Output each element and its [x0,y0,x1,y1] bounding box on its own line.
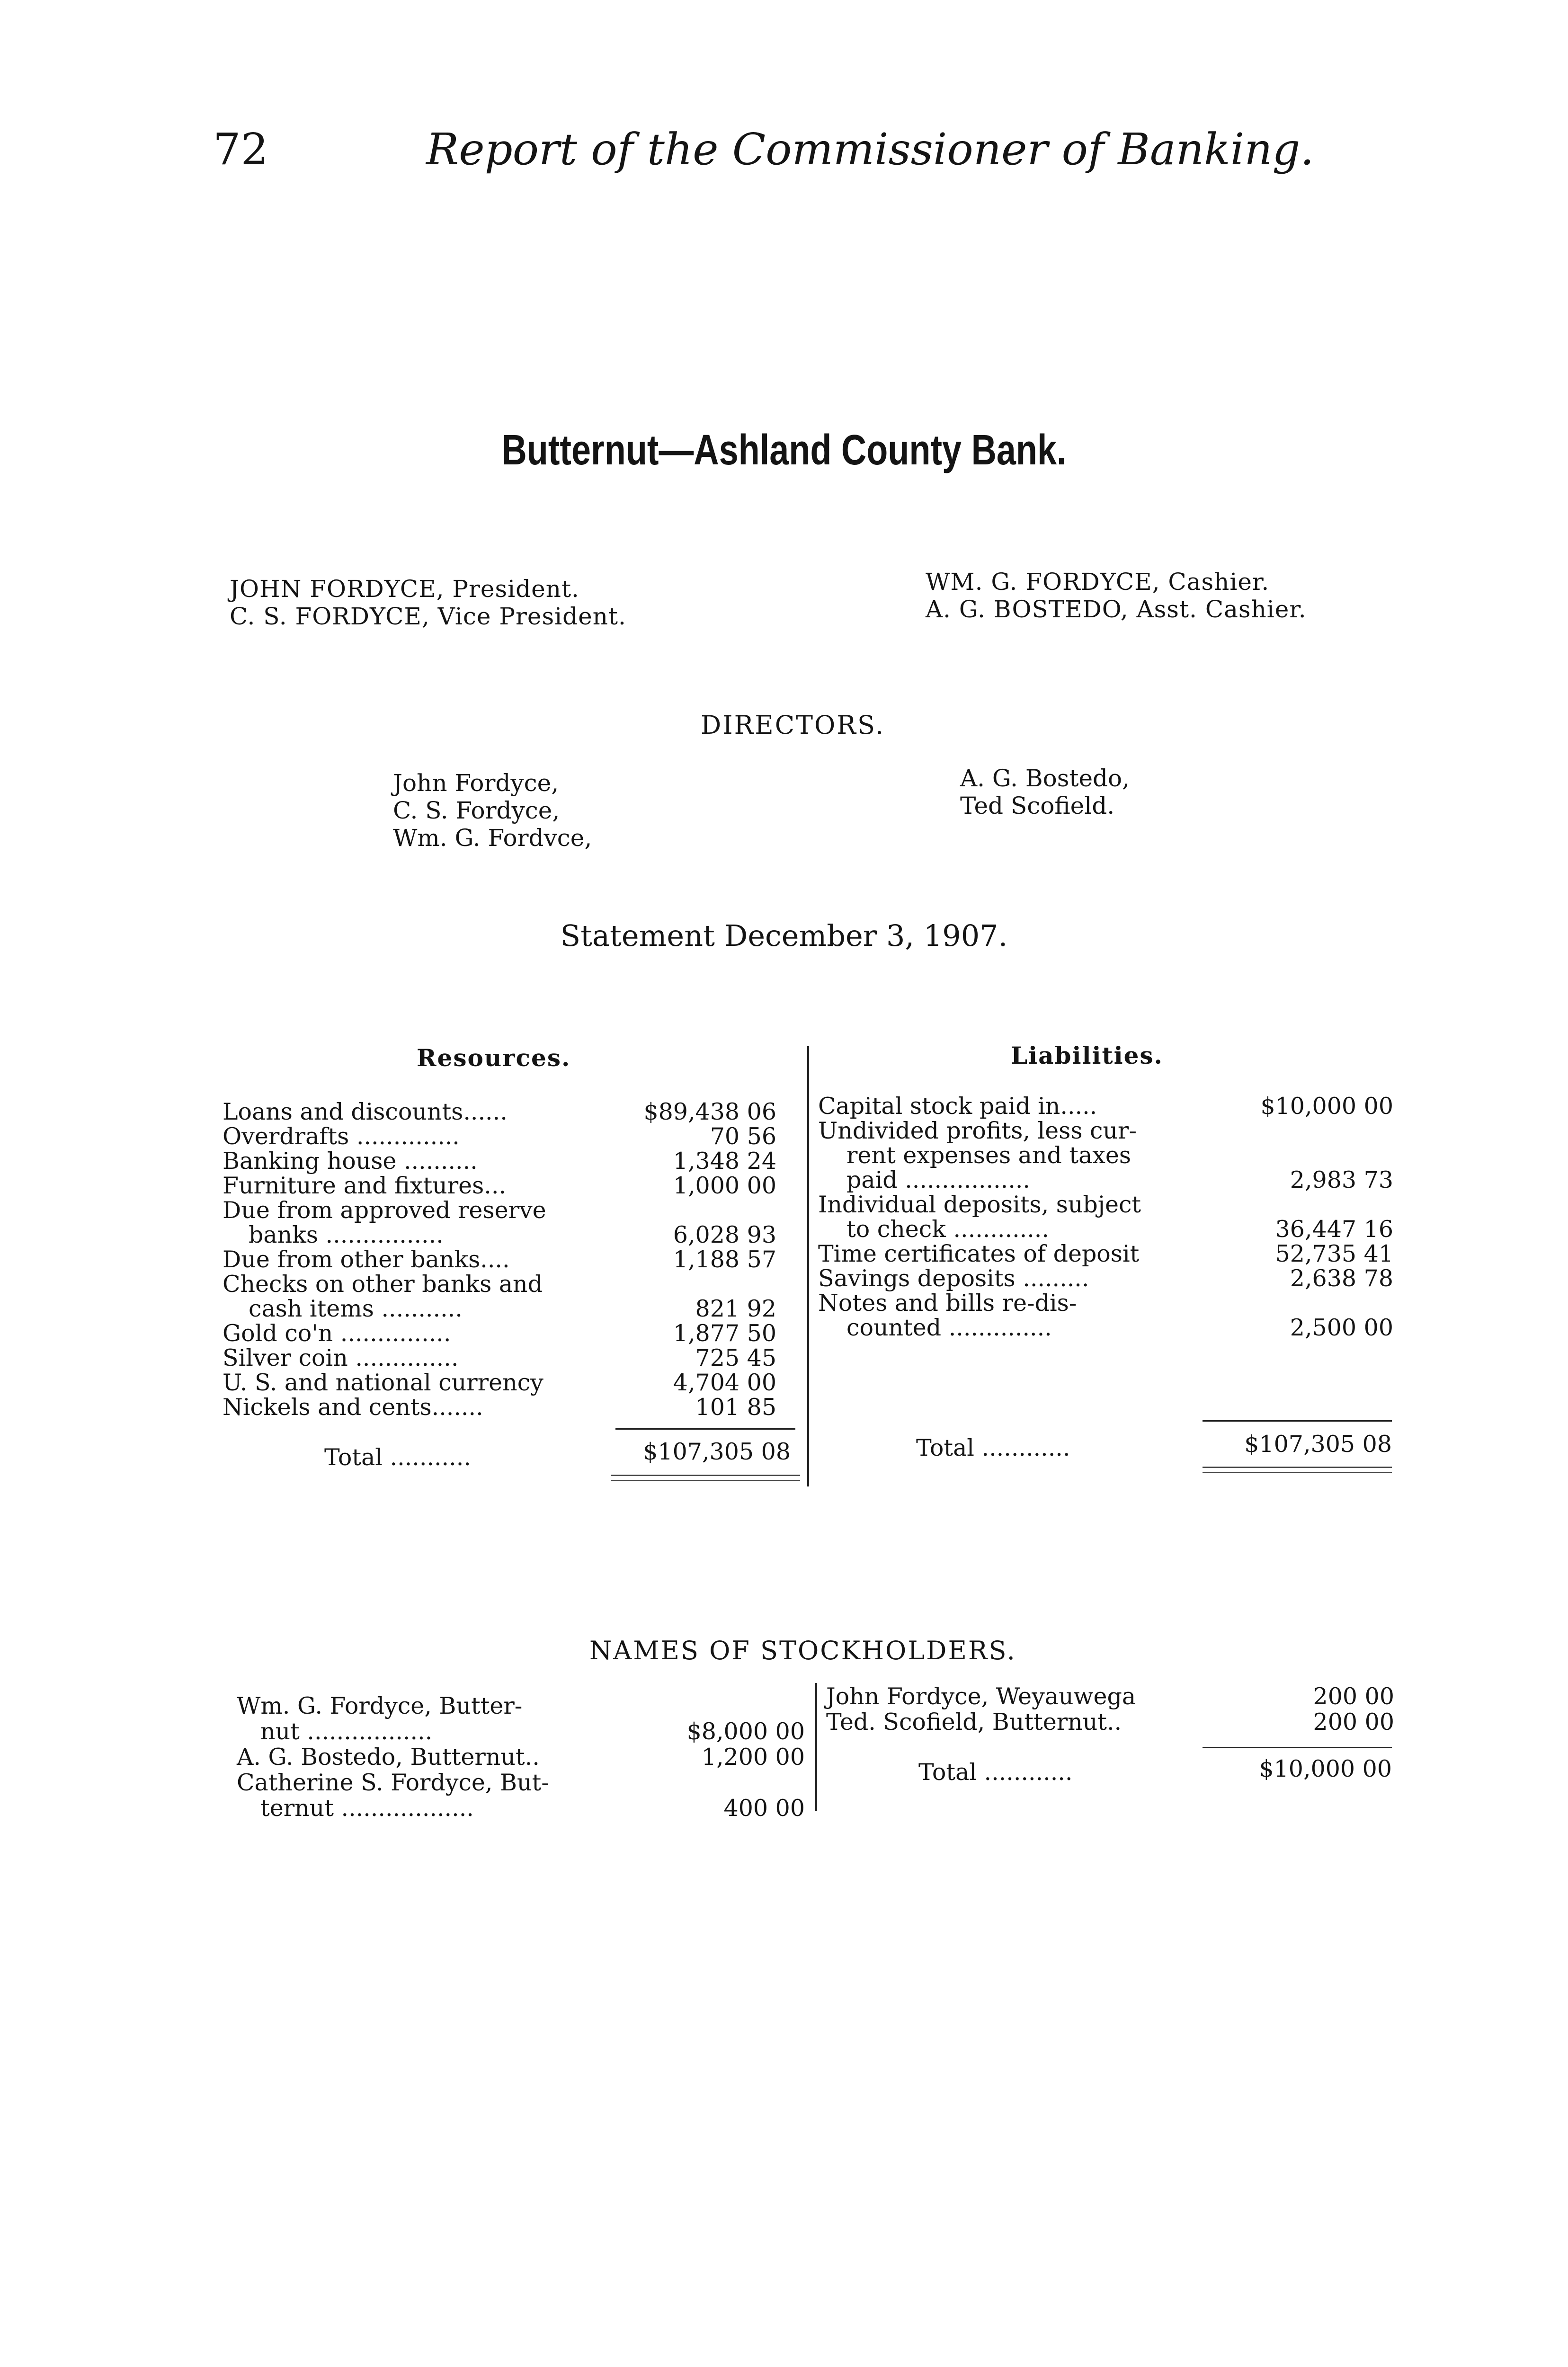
officer-vice-president: C. S. FORDYCE, Vice President. [230,603,626,630]
row-amount: $8,000 00 [686,1718,805,1745]
stockholders-heading: NAMES OF STOCKHOLDERS. [589,1636,1016,1665]
row-label: Silver coin .............. [223,1344,459,1371]
director-name: C. S. Fordyce, [393,797,560,824]
row-amount: 1,000 00 [673,1172,776,1199]
row-label: Banking house .......... [223,1148,478,1175]
row-label: Individual deposits, subject [818,1191,1141,1218]
stockholders-right [826,1683,1394,1734]
row-amount: 1,188 57 [673,1246,776,1273]
row-label: paid ................. [846,1166,1030,1193]
director-name: Wm. G. Fordvce, [393,824,592,852]
ledger-row [818,1117,1393,1142]
row-amount: 52,735 41 [1275,1240,1393,1267]
row-amount: 2,638 78 [1290,1265,1393,1292]
resources-total-rule [615,1428,795,1430]
row-label: to check ............. [846,1216,1049,1243]
ledger-row [818,1290,1393,1317]
row-label: Loans and discounts...... [223,1098,508,1125]
ledger-row [818,1265,1393,1290]
row-label: Undivided profits, less cur- [818,1117,1137,1144]
stockholders-total-amount: $10,000 00 [1259,1755,1392,1782]
officers-right [926,568,1307,623]
directors-right [960,765,1130,819]
row-label: Gold co'n ............... [223,1320,451,1347]
director-name: A. G. Bostedo, [960,765,1130,792]
row-label: Nickels and cents....... [223,1394,483,1421]
ledger-row [818,1314,1393,1339]
row-amount: 725 45 [695,1344,776,1371]
ledger-row [818,1142,1393,1169]
ledger-row [223,1197,791,1224]
liabilities-double-rule [1203,1467,1392,1473]
row-label: Checks on other banks and [223,1271,543,1298]
officer-president: JOHN FORDYCE, President. [230,575,579,603]
resources-heading: Resources. [417,1044,571,1072]
ledger-row [223,1369,791,1394]
liabilities-total-rule [1203,1420,1392,1422]
row-label: counted .............. [846,1314,1052,1341]
ledger-row [818,1240,1393,1265]
resources-table [223,1098,791,1421]
ledger-row [223,1172,791,1197]
stockholders-total-rule [1203,1747,1392,1748]
row-amount: 1,348 24 [673,1148,776,1175]
ledger-row [826,1683,1394,1709]
row-label: John Fordyce, Weyauwega [826,1683,1136,1710]
resources-total-label: Total ........... [324,1444,471,1471]
row-amount: 1,877 50 [673,1320,776,1347]
row-amount: 2,983 73 [1290,1166,1393,1193]
ledger-row [223,1271,791,1298]
stockholders-total-label: Total ............ [918,1759,1073,1786]
ledger-row [223,1344,791,1369]
ledger-row [237,1795,805,1820]
row-amount: 1,200 00 [701,1744,805,1771]
ledger-row [223,1148,791,1175]
liabilities-total-label: Total ............ [916,1434,1070,1461]
row-amount: 400 00 [723,1795,805,1822]
row-label: Ted. Scofield, Butternut.. [826,1709,1122,1735]
ledger-row [818,1093,1393,1120]
row-label: Time certificates of deposit [818,1240,1140,1267]
liabilities-heading: Liabilities. [1011,1041,1163,1069]
officer-cashier: WM. G. FORDYCE, Cashier. [926,568,1270,596]
ledger-row [237,1692,805,1718]
resources-total-amount: $107,305 08 [643,1438,791,1465]
ledger-row [826,1709,1394,1734]
ledger-row [223,1394,791,1421]
officers-left [230,575,626,630]
row-label: Furniture and fixtures... [223,1172,507,1199]
ledger-row [237,1769,805,1795]
row-label: Capital stock paid in..... [818,1093,1097,1120]
page-number: 72 [213,124,269,175]
ledger-row [818,1216,1393,1243]
ledger-row [223,1295,791,1320]
directors-left [393,769,592,852]
column-divider [807,1046,809,1486]
row-label: Savings deposits ......... [818,1265,1089,1292]
row-label: Overdrafts .............. [223,1123,460,1150]
row-amount: 200 00 [1313,1683,1394,1710]
ledger-row [818,1166,1393,1191]
resources-double-rule [611,1475,800,1481]
row-amount: 101 85 [695,1394,776,1421]
row-amount: 4,704 00 [673,1369,776,1396]
row-label: rent expenses and taxes [846,1142,1131,1169]
liabilities-table [818,1093,1393,1339]
row-label: nut ................. [260,1718,433,1745]
director-name: John Fordyce, [393,769,559,797]
row-label: cash items ........... [249,1295,463,1322]
row-amount: 36,447 16 [1275,1216,1393,1243]
row-label: Notes and bills re-dis- [818,1290,1077,1317]
bank-title: Butternut—Ashland County Bank. [501,427,1067,474]
row-label: Due from approved reserve [223,1197,546,1224]
stockholders-left [237,1692,805,1820]
ledger-row [237,1744,805,1769]
ledger-row [223,1123,791,1148]
row-amount: $89,438 06 [643,1098,776,1125]
row-label: U. S. and national currency [223,1369,543,1396]
ledger-row [818,1191,1393,1216]
liabilities-total-amount: $107,305 08 [1244,1431,1392,1458]
row-amount: 2,500 00 [1290,1314,1393,1341]
row-label: ternut .................. [260,1795,474,1822]
row-amount: 821 92 [695,1295,776,1322]
row-label: Catherine S. Fordyce, But- [237,1769,549,1796]
ledger-row [223,1320,791,1347]
directors-heading: DIRECTORS. [701,710,885,740]
ledger-row [223,1246,791,1271]
row-label: banks ................ [249,1221,444,1248]
ledger-row [223,1098,791,1123]
stockholders-divider [815,1683,817,1811]
row-amount: 200 00 [1313,1709,1394,1735]
officer-asst-cashier: A. G. BOSTEDO, Asst. Cashier. [926,596,1307,623]
running-title: Report of the Commissioner of Banking. [426,124,1314,175]
ledger-row [237,1718,805,1744]
director-name: Ted Scofield. [960,792,1115,819]
statement-title: Statement December 3, 1907. [560,918,1008,953]
row-amount: 6,028 93 [673,1221,776,1248]
row-label: A. G. Bostedo, Butternut.. [237,1744,540,1771]
row-label: Wm. G. Fordyce, Butter- [237,1692,523,1719]
ledger-row [223,1221,791,1246]
row-label: Due from other banks.... [223,1246,510,1273]
row-amount: $10,000 00 [1260,1093,1393,1120]
row-amount: 70 56 [710,1123,776,1150]
